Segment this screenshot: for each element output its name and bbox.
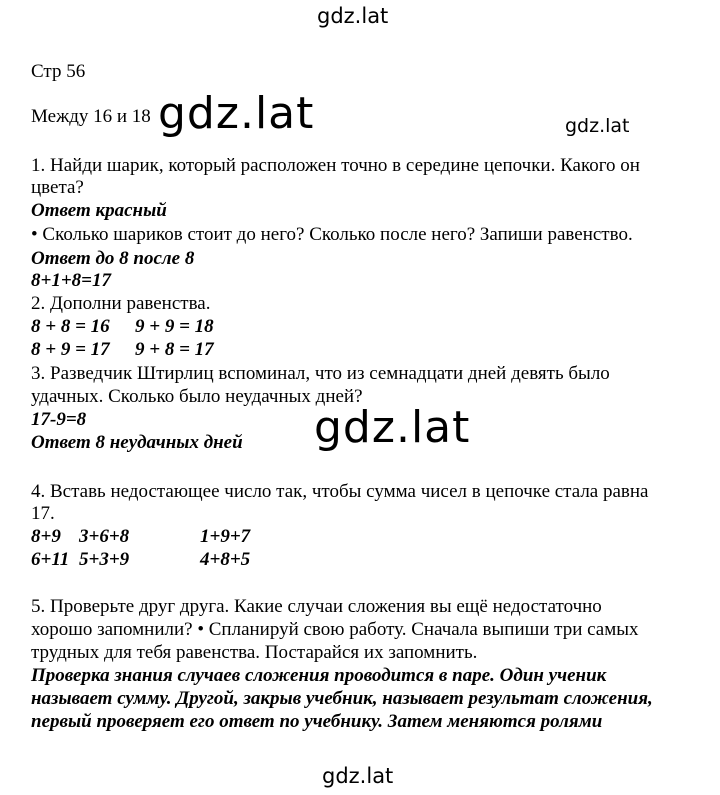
q1-subquestion: • Сколько шариков стоит до него? Сколько после него? Запиши равенство. — [31, 224, 633, 245]
watermark: gdz.lat — [158, 88, 315, 139]
q5-text-line3: трудных для тебя равенства. Постарайся их запомнить. — [31, 642, 478, 663]
q2-equation: 9 + 8 = 17 — [135, 339, 214, 360]
q4-chain: 6+11 — [31, 549, 70, 570]
q4-chain: 5+3+9 — [79, 549, 130, 570]
q5-answer-line3: первый проверяет его ответ по учебнику. Затем меняются ролями — [31, 711, 603, 732]
q4-chain: 1+9+7 — [200, 526, 251, 547]
q5-text-line2: хорошо запомнили? • Спланируй свою работу. Сначала выпиши три самых — [31, 619, 639, 640]
page-reference: Стр 56 — [31, 61, 86, 82]
q3-text-line2: удачных. Сколько было неудачных дней? — [31, 386, 363, 407]
q3-answer: Ответ 8 неудачных дней — [31, 432, 243, 453]
q2-row-1 — [31, 316, 214, 338]
q1-text-line2: цвета? — [31, 177, 84, 198]
q5-answer-line2: называет сумму. Другой, закрыв учебник, называет результат сложения, — [31, 688, 653, 709]
q2-equation: 8 + 8 = 16 — [31, 316, 110, 337]
q3-solution: 17-9=8 — [31, 409, 87, 430]
q4-row-2 — [31, 549, 250, 571]
q1-text-line1: 1. Найди шарик, который расположен точно в середине цепочки. Какого он — [31, 155, 640, 176]
section-heading: Между 16 и 18 — [31, 106, 151, 127]
q4-chain: 8+9 — [31, 526, 61, 547]
watermark: gdz.lat — [565, 115, 630, 137]
q1-answer: Ответ красный — [31, 200, 167, 221]
q2-equation: 9 + 9 = 18 — [135, 316, 214, 337]
q5-answer-line1: Проверка знания случаев сложения проводится в паре. Один ученик — [31, 665, 607, 686]
q4-text-line2: 17. — [31, 503, 55, 524]
q4-row-1 — [31, 526, 250, 548]
q1-answer-2: Ответ до 8 после 8 — [31, 248, 195, 269]
q4-chain: 4+8+5 — [200, 549, 251, 570]
q5-text-line1: 5. Проверьте друг друга. Какие случаи сложения вы ещё недостаточно — [31, 596, 602, 617]
q1-equation: 8+1+8=17 — [31, 270, 111, 291]
q2-equation: 8 + 9 = 17 — [31, 339, 110, 360]
watermark: gdz.lat — [317, 4, 389, 28]
q4-text-line1: 4. Вставь недостающее число так, чтобы сумма чисел в цепочке стала равна — [31, 481, 649, 502]
q3-text-line1: 3. Разведчик Штирлиц вспоминал, что из семнадцати дней девять было — [31, 363, 610, 384]
watermark: gdz.lat — [322, 764, 394, 788]
watermark: gdz.lat — [314, 402, 471, 453]
q4-chain: 3+6+8 — [79, 526, 130, 547]
q2-row-2 — [31, 339, 214, 361]
q2-text: 2. Дополни равенства. — [31, 293, 211, 314]
